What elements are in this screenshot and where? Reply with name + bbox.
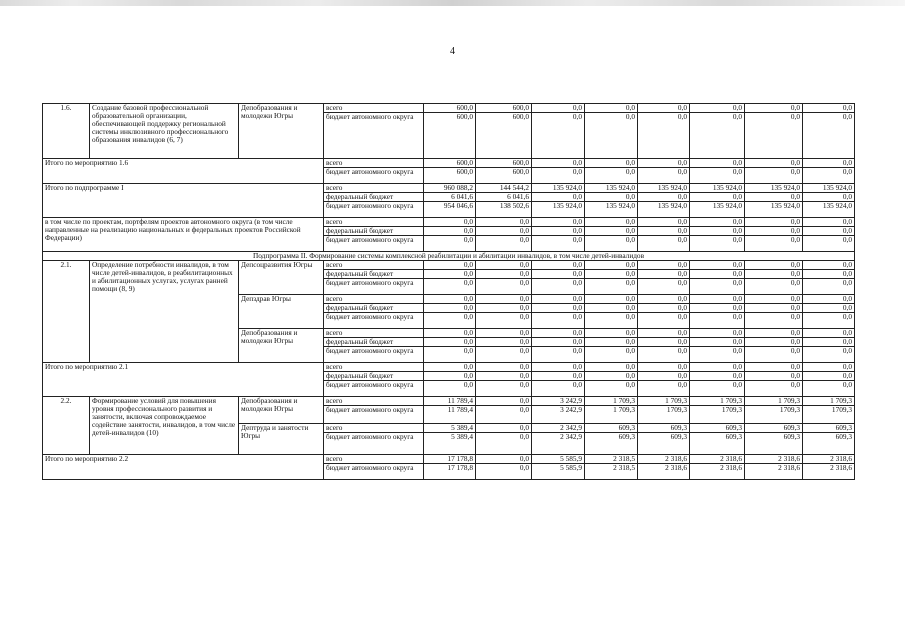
- table-cell: 0,0: [476, 313, 532, 329]
- table-cell: 0,0: [803, 193, 855, 202]
- table-cell: 0,0: [585, 279, 638, 295]
- table-cell: бюджет автономного округа: [324, 313, 424, 329]
- table-cell: 0,0: [532, 372, 585, 381]
- table-cell: 0,0: [532, 113, 585, 159]
- table-cell: 0,0: [690, 261, 745, 270]
- table-cell: 0,0: [638, 279, 690, 295]
- table-cell: 0,0: [585, 338, 638, 347]
- table-row: [43, 261, 855, 270]
- table-cell: 0,0: [532, 279, 585, 295]
- table-cell: бюджет автономного округа: [324, 433, 424, 455]
- table-cell: 0,0: [690, 218, 745, 227]
- table-cell: 0,0: [638, 193, 690, 202]
- table-cell: 0,0: [424, 261, 476, 270]
- table-cell: 0,0: [532, 363, 585, 372]
- table-cell: всего: [324, 184, 424, 193]
- table-cell: 0,0: [476, 338, 532, 347]
- table-cell: 0,0: [532, 168, 585, 184]
- table-cell: 0,0: [638, 104, 690, 113]
- table-cell: 2 318,6: [803, 455, 855, 464]
- table-cell: Дептруда и занятости Югры: [239, 424, 324, 455]
- table-cell: федеральный бюджет: [324, 227, 424, 236]
- table-cell: всего: [324, 329, 424, 338]
- table-cell: 2 318,6: [638, 464, 690, 480]
- table-cell: 0,0: [476, 304, 532, 313]
- table-cell: федеральный бюджет: [324, 304, 424, 313]
- table-cell: Подпрограмма II. Формирование системы комплексной реабилитации и абилитации инвалидов, в том числе детей-инвалидов: [43, 252, 855, 261]
- table-cell: Итого по мероприятию 2.2: [43, 455, 324, 480]
- table-cell: 0,0: [690, 104, 745, 113]
- table-cell: 0,0: [745, 261, 803, 270]
- table-cell: 11 789,4: [424, 397, 476, 406]
- table-cell: 5 389,4: [424, 433, 476, 455]
- table-cell: 3 242,9: [532, 397, 585, 406]
- table-cell: 2 318,6: [803, 464, 855, 480]
- table-cell: 0,0: [690, 363, 745, 372]
- table-cell: 0,0: [424, 218, 476, 227]
- table-cell: бюджет автономного округа: [324, 381, 424, 397]
- table-cell: 0,0: [745, 363, 803, 372]
- table-cell: 135 924,0: [638, 184, 690, 193]
- table-cell: 0,0: [585, 113, 638, 159]
- table-cell: всего: [324, 159, 424, 168]
- table-cell: 0,0: [476, 227, 532, 236]
- table-row: [43, 104, 855, 113]
- table-cell: Депобразования и молодежи Югры: [239, 104, 324, 159]
- table-cell: 0,0: [803, 168, 855, 184]
- table-cell: 0,0: [745, 279, 803, 295]
- table-cell: 0,0: [745, 218, 803, 227]
- table-cell: 135 924,0: [532, 184, 585, 193]
- table-cell: 0,0: [803, 329, 855, 338]
- table-cell: 609,3: [585, 424, 638, 433]
- table-cell: 0,0: [745, 168, 803, 184]
- table-cell: 0,0: [585, 218, 638, 227]
- table-cell: 0,0: [424, 236, 476, 252]
- table-cell: 0,0: [585, 159, 638, 168]
- table-cell: 0,0: [476, 347, 532, 363]
- table-cell: 2 318,6: [638, 455, 690, 464]
- table-cell: 2 342,9: [532, 433, 585, 455]
- table-cell: 0,0: [690, 372, 745, 381]
- table-cell: 2 318,6: [745, 455, 803, 464]
- table-cell: 0,0: [745, 227, 803, 236]
- table-cell: всего: [324, 295, 424, 304]
- table-cell: 0,0: [690, 270, 745, 279]
- table-cell: Депсоцразвития Югры: [239, 261, 324, 295]
- table-cell: 1709,3: [745, 406, 803, 424]
- table-cell: 11 789,4: [424, 406, 476, 424]
- table-cell: 1 709,3: [690, 397, 745, 406]
- table-cell: 0,0: [690, 227, 745, 236]
- table-cell: 0,0: [803, 261, 855, 270]
- table-cell: 0,0: [638, 113, 690, 159]
- table-cell: 600,0: [424, 168, 476, 184]
- table-cell: 0,0: [476, 464, 532, 480]
- table-cell: 0,0: [638, 304, 690, 313]
- table-cell: 0,0: [690, 338, 745, 347]
- table-row: [43, 159, 855, 168]
- table-cell: 5 389,4: [424, 424, 476, 433]
- table-cell: 0,0: [476, 295, 532, 304]
- table-cell: бюджет автономного округа: [324, 279, 424, 295]
- table-cell: 0,0: [745, 295, 803, 304]
- table-cell: Итого по подпрограмме I: [43, 184, 324, 218]
- table-cell: Депобразования и молодежи Югры: [239, 329, 324, 363]
- table-cell: 1709,3: [690, 406, 745, 424]
- table-cell: в том числе по проектам, портфелям проектов автономного округа (в том числе направленные на реализацию национальных и федеральных проектов Российской Федерации): [43, 218, 324, 252]
- table-cell: 0,0: [803, 295, 855, 304]
- table-cell: федеральный бюджет: [324, 270, 424, 279]
- table-cell: 0,0: [585, 363, 638, 372]
- table-cell: 0,0: [585, 304, 638, 313]
- table-cell: 0,0: [638, 218, 690, 227]
- table-row: [43, 397, 855, 406]
- table-cell: 0,0: [638, 227, 690, 236]
- table-cell: 0,0: [476, 329, 532, 338]
- table-cell: 0,0: [424, 363, 476, 372]
- table-cell: 0,0: [585, 347, 638, 363]
- table-cell: 0,0: [638, 261, 690, 270]
- table-cell: 2 318,5: [585, 464, 638, 480]
- table-cell: 2.1.: [43, 261, 90, 363]
- table-cell: 0,0: [803, 227, 855, 236]
- table-cell: 2 318,6: [690, 464, 745, 480]
- table-cell: 0,0: [745, 159, 803, 168]
- table-cell: 0,0: [476, 261, 532, 270]
- table-cell: 1 709,3: [803, 397, 855, 406]
- table-cell: 0,0: [690, 236, 745, 252]
- table-cell: 0,0: [476, 406, 532, 424]
- table-cell: 609,3: [638, 424, 690, 433]
- table-cell: 0,0: [532, 227, 585, 236]
- table-cell: 0,0: [803, 347, 855, 363]
- scan-edge-artifact: [0, 0, 905, 6]
- table-cell: 0,0: [803, 372, 855, 381]
- table-cell: 0,0: [745, 372, 803, 381]
- table-cell: 6 041,6: [424, 193, 476, 202]
- table-cell: 1.6.: [43, 104, 90, 159]
- table-cell: бюджет автономного округа: [324, 113, 424, 159]
- table-cell: 0,0: [803, 218, 855, 227]
- table-cell: 2 318,5: [585, 455, 638, 464]
- table-cell: 135 924,0: [585, 184, 638, 193]
- table-body: [43, 104, 855, 480]
- table-cell: 0,0: [532, 104, 585, 113]
- table-cell: 138 502,6: [476, 202, 532, 218]
- table-cell: 0,0: [803, 159, 855, 168]
- table-cell: 0,0: [585, 329, 638, 338]
- table-cell: 600,0: [424, 113, 476, 159]
- table-cell: 0,0: [638, 168, 690, 184]
- table-cell: федеральный бюджет: [324, 338, 424, 347]
- table-cell: 0,0: [638, 347, 690, 363]
- table-cell: 0,0: [803, 270, 855, 279]
- table-cell: 0,0: [476, 218, 532, 227]
- table-cell: 0,0: [638, 313, 690, 329]
- table-cell: 0,0: [532, 261, 585, 270]
- table-cell: 0,0: [532, 329, 585, 338]
- table-cell: 0,0: [745, 236, 803, 252]
- table-cell: 144 544,2: [476, 184, 532, 193]
- table-cell: 0,0: [803, 381, 855, 397]
- table-cell: 135 924,0: [745, 202, 803, 218]
- table-cell: бюджет автономного округа: [324, 347, 424, 363]
- table-cell: 0,0: [532, 347, 585, 363]
- table-cell: всего: [324, 363, 424, 372]
- table-cell: 0,0: [585, 168, 638, 184]
- table-cell: 0,0: [690, 381, 745, 397]
- table-cell: 0,0: [476, 455, 532, 464]
- table-cell: 600,0: [476, 104, 532, 113]
- table-cell: 0,0: [690, 159, 745, 168]
- table-cell: 0,0: [424, 295, 476, 304]
- table-cell: всего: [324, 455, 424, 464]
- table-cell: 17 178,8: [424, 464, 476, 480]
- table-cell: 0,0: [585, 261, 638, 270]
- table-cell: 0,0: [745, 113, 803, 159]
- table-cell: 0,0: [532, 270, 585, 279]
- table-cell: 0,0: [532, 304, 585, 313]
- table-cell: 0,0: [476, 381, 532, 397]
- table-cell: 960 088,2: [424, 184, 476, 193]
- page-number: 4: [450, 46, 455, 57]
- table-cell: 0,0: [532, 338, 585, 347]
- table-cell: 600,0: [424, 104, 476, 113]
- table-cell: 0,0: [532, 295, 585, 304]
- table-cell: 0,0: [638, 295, 690, 304]
- table-cell: 2 318,6: [690, 455, 745, 464]
- table-cell: всего: [324, 104, 424, 113]
- table-cell: Итого по мероприятию 2.1: [43, 363, 324, 397]
- table-cell: 1 709,3: [745, 397, 803, 406]
- table-cell: бюджет автономного округа: [324, 202, 424, 218]
- table-cell: 0,0: [585, 104, 638, 113]
- table-cell: 0,0: [424, 329, 476, 338]
- table-cell: 17 178,8: [424, 455, 476, 464]
- table-cell: Депобразования и молодежи Югры: [239, 397, 324, 424]
- table-cell: 0,0: [476, 433, 532, 455]
- table-cell: 0,0: [585, 236, 638, 252]
- funding-table: [42, 103, 855, 480]
- table-cell: 0,0: [803, 338, 855, 347]
- table-cell: 0,0: [803, 104, 855, 113]
- table-cell: 609,3: [745, 424, 803, 433]
- table-cell: 0,0: [690, 304, 745, 313]
- table-cell: 135 924,0: [532, 202, 585, 218]
- table-cell: федеральный бюджет: [324, 372, 424, 381]
- table-cell: 0,0: [690, 113, 745, 159]
- table-cell: 0,0: [585, 381, 638, 397]
- table-cell: 0,0: [424, 313, 476, 329]
- table-cell: 1 709,3: [585, 406, 638, 424]
- table-cell: 0,0: [690, 193, 745, 202]
- table-cell: 135 924,0: [803, 184, 855, 193]
- table-cell: 0,0: [424, 381, 476, 397]
- table-cell: 0,0: [638, 329, 690, 338]
- table-cell: 6 041,6: [476, 193, 532, 202]
- table-cell: 135 924,0: [803, 202, 855, 218]
- table-cell: 0,0: [690, 313, 745, 329]
- table-cell: 1709,3: [638, 406, 690, 424]
- table-cell: 135 924,0: [690, 202, 745, 218]
- table-cell: бюджет автономного округа: [324, 236, 424, 252]
- table-cell: 1709,3: [803, 406, 855, 424]
- table-cell: 600,0: [476, 168, 532, 184]
- table-cell: всего: [324, 218, 424, 227]
- table-cell: всего: [324, 261, 424, 270]
- table-cell: 0,0: [424, 270, 476, 279]
- table-cell: 0,0: [532, 159, 585, 168]
- table-cell: 3 242,9: [532, 406, 585, 424]
- table-cell: 135 924,0: [690, 184, 745, 193]
- table-cell: 954 046,6: [424, 202, 476, 218]
- table-cell: 0,0: [690, 279, 745, 295]
- table-cell: 0,0: [532, 218, 585, 227]
- table-cell: 0,0: [532, 313, 585, 329]
- table-cell: всего: [324, 397, 424, 406]
- table-cell: 0,0: [638, 381, 690, 397]
- table-cell: 0,0: [690, 329, 745, 338]
- table-cell: 0,0: [638, 159, 690, 168]
- table-cell: 0,0: [585, 372, 638, 381]
- table-row: [43, 363, 855, 372]
- table-cell: 5 585,9: [532, 464, 585, 480]
- table-row: [43, 218, 855, 227]
- table-cell: 0,0: [638, 236, 690, 252]
- table-cell: 0,0: [424, 347, 476, 363]
- table-cell: 0,0: [476, 279, 532, 295]
- table-cell: Депздрав Югры: [239, 295, 324, 329]
- table-cell: 600,0: [476, 159, 532, 168]
- table-cell: 0,0: [476, 372, 532, 381]
- table-cell: 2 318,6: [745, 464, 803, 480]
- table-cell: 609,3: [803, 433, 855, 455]
- table-cell: 0,0: [476, 397, 532, 406]
- table-cell: 0,0: [424, 304, 476, 313]
- table-cell: всего: [324, 424, 424, 433]
- table-cell: 0,0: [585, 270, 638, 279]
- table-cell: 0,0: [745, 304, 803, 313]
- table-cell: 0,0: [532, 193, 585, 202]
- table-cell: 0,0: [803, 279, 855, 295]
- table-cell: 0,0: [424, 227, 476, 236]
- table-cell: 0,0: [803, 304, 855, 313]
- table-cell: 1 709,3: [585, 397, 638, 406]
- table-cell: 0,0: [803, 313, 855, 329]
- table-cell: 0,0: [690, 168, 745, 184]
- table-cell: 135 924,0: [638, 202, 690, 218]
- table-cell: 135 924,0: [745, 184, 803, 193]
- table-cell: 0,0: [745, 338, 803, 347]
- table-cell: 609,3: [803, 424, 855, 433]
- table-cell: 0,0: [803, 363, 855, 372]
- table-cell: 609,3: [745, 433, 803, 455]
- table-cell: Определение потребности инвалидов, в том числе детей-инвалидов, в реабилитационных и абилитационных услугах, услугах ранней помощи (8, 9): [90, 261, 239, 363]
- table-cell: 0,0: [745, 193, 803, 202]
- table-cell: 0,0: [476, 236, 532, 252]
- table-cell: 0,0: [476, 270, 532, 279]
- table-cell: 0,0: [638, 363, 690, 372]
- table-cell: 0,0: [745, 329, 803, 338]
- table-cell: 0,0: [803, 113, 855, 159]
- table-cell: 2.2.: [43, 397, 90, 455]
- table-row: [43, 184, 855, 193]
- table-cell: 0,0: [638, 270, 690, 279]
- table-cell: 0,0: [585, 193, 638, 202]
- table-cell: 0,0: [585, 295, 638, 304]
- table-cell: 0,0: [745, 270, 803, 279]
- table-cell: 0,0: [690, 295, 745, 304]
- table-cell: 0,0: [532, 381, 585, 397]
- table-cell: 0,0: [745, 104, 803, 113]
- table-cell: 2 342,9: [532, 424, 585, 433]
- table-cell: бюджет автономного округа: [324, 406, 424, 424]
- table-cell: бюджет автономного округа: [324, 168, 424, 184]
- table-cell: 0,0: [532, 236, 585, 252]
- table-cell: 609,3: [585, 433, 638, 455]
- table-cell: 0,0: [424, 372, 476, 381]
- table-cell: 0,0: [476, 424, 532, 433]
- table-cell: 0,0: [476, 363, 532, 372]
- table-cell: 0,0: [424, 279, 476, 295]
- table-cell: 609,3: [690, 433, 745, 455]
- table-cell: Итого по мероприятию 1.6: [43, 159, 324, 184]
- table-cell: 600,0: [424, 159, 476, 168]
- table-cell: 0,0: [638, 338, 690, 347]
- table-cell: 0,0: [638, 372, 690, 381]
- table-cell: 0,0: [424, 338, 476, 347]
- table-cell: 0,0: [803, 236, 855, 252]
- table-cell: 0,0: [585, 313, 638, 329]
- table-cell: 0,0: [745, 381, 803, 397]
- table-cell: 609,3: [690, 424, 745, 433]
- table-cell: 600,0: [476, 113, 532, 159]
- table-cell: 609,3: [638, 433, 690, 455]
- table-cell: 135 924,0: [585, 202, 638, 218]
- table-cell: бюджет автономного округа: [324, 464, 424, 480]
- table-cell: 0,0: [745, 347, 803, 363]
- table-cell: Формирование условий для повышения уровня профессионального развития и занятости, включая сопровождаемое содействие занятости, инвалидов, в том числе детей-инвалидов (10): [90, 397, 239, 455]
- table-cell: федеральный бюджет: [324, 193, 424, 202]
- table-cell: 0,0: [690, 347, 745, 363]
- table-cell: Создание базовой профессиональной образовательной организации, обеспечивающей поддержку региональной системы инклюзивного профессионального образования инвалидов (6, 7): [90, 104, 239, 159]
- table-cell: 5 585,9: [532, 455, 585, 464]
- table-row: [43, 455, 855, 464]
- table-cell: 0,0: [585, 227, 638, 236]
- table-row: [43, 252, 855, 261]
- table-cell: 1 709,3: [638, 397, 690, 406]
- table-cell: 0,0: [745, 313, 803, 329]
